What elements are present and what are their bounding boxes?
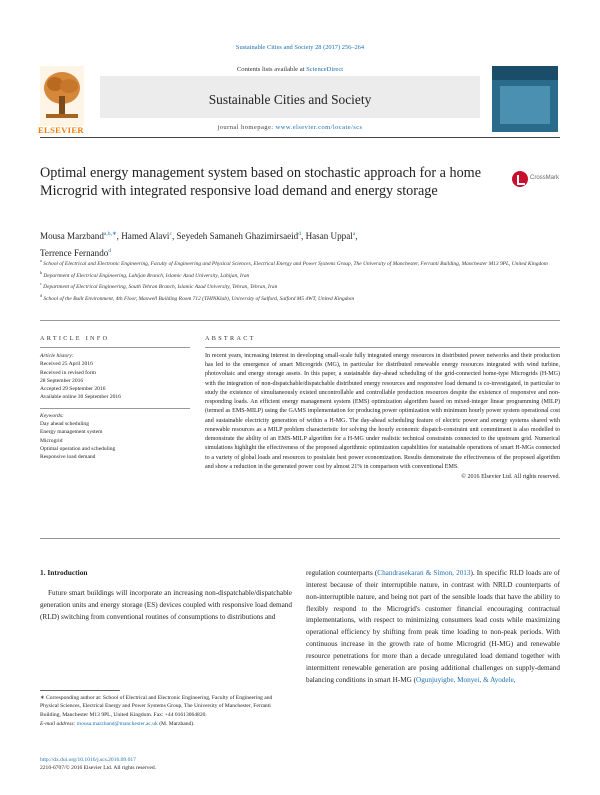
author-separator: ,: [116, 231, 122, 242]
intro-text-part: regulation counterparts (: [306, 569, 378, 577]
affiliation-marker: c: [40, 281, 42, 287]
crossmark-badge[interactable]: [512, 170, 560, 190]
publisher-wordmark: ELSEVIER: [38, 125, 84, 135]
keywords-rule: [40, 408, 190, 409]
keyword-item: Responsive load demand: [40, 454, 96, 461]
cover-header-band: [492, 66, 558, 80]
section-divider: [40, 320, 560, 321]
author-name[interactable]: Hasan Uppal: [305, 231, 353, 242]
footnote-text: ∗ Corresponding author at: School of Electrical and Electronic Engineering, Faculty of Engineering and Physical Sciences, Electrical Energy and Power Systems Group, The University of Manchester, Ferranti Building, Manchester M13 9PL, United Kingdom. Fax: +44 01613064820.: [40, 695, 273, 718]
abstract-heading: ABSTRACT: [205, 335, 256, 342]
author-list: [40, 227, 560, 260]
contents-prefix: Contents lists available at: [236, 66, 307, 73]
history-item: Received in revised form: [40, 369, 96, 376]
section-heading-introduction: 1. Introduction: [40, 568, 88, 577]
journal-title: Sustainable Cities and Society: [208, 92, 372, 107]
email-line: [40, 720, 292, 728]
affiliation-text: School of Electrical and Electronic Engineering, Faculty of Engineering and Physical Sciences, Electrical Energy and Power Systems Group, The University of Manchester, Ferranti Building, Manchester M13 9PL, United Kingdom: [43, 260, 548, 267]
crossmark-label: CrossMark: [530, 175, 560, 181]
journal-masthead: [40, 64, 560, 138]
keyword-item: Optimal operation and scheduling: [40, 445, 116, 452]
introduction-right-text: [306, 568, 560, 686]
author-affiliation-marker[interactable]: a,b,∗: [103, 231, 117, 237]
cover-image: [500, 86, 550, 124]
affiliation-item: [40, 280, 560, 292]
abstract-column: [205, 335, 560, 480]
article-info-column: [40, 335, 190, 462]
affiliation-item: [40, 269, 560, 281]
email-suffix: (M. Marzband).: [157, 721, 195, 728]
body-divider: [40, 538, 560, 539]
citation-link[interactable]: Ogunjuyigbe, Monyei, & Ayodele,: [416, 675, 516, 684]
article-info-rule: [40, 347, 190, 348]
keyword-item: Day ahead scheduling: [40, 421, 89, 428]
author-separator: ,: [171, 231, 177, 242]
history-label: Article history:: [40, 353, 74, 359]
affiliation-marker: d: [40, 292, 42, 298]
history-item: Accepted 29 September 2016: [40, 386, 106, 393]
crossmark-icon: [512, 171, 528, 187]
author-name[interactable]: Terrence Fernando: [40, 247, 109, 258]
abstract-rule: [205, 347, 560, 348]
doi-block: [40, 756, 292, 773]
keyword-item: Energy management system: [40, 429, 103, 436]
abstract-text: In recent years, increasing interest in developing small-scale fully integrated energy resources in distributed power networks and their production has led to the emergence of smart Microgrids (MG), in particular for distributed renewable energy resources integrated with wind turbine, photovoltaic and energy storage assets. In this paper, a sustainable day-ahead scheduling of the grid-connected home-type Microgrids (H-MG) with the integration of non-dispatchable/dispatchable distributed energy resources and responsive load demand is co-investigated, in particular to study the existence of simultaneously existed uncontrollable and controllable production resources despite the existence of responsive and non-responding loads. An efficient energy management system (EMS) optimization algorithm based on mixed-integer linear programming (MILP) (termed as EMS-MILP) using the GAMS implementation for producing power optimization with minimum hourly power system operational cost and sustainable electricity generation of within a H-MG. The day-ahead scheduling feature of electric power and energy systems shared with renewable resources as a MILP problem characteristic for solving the hourly economic dispatch-constraint unit commitment is also modelled to demonstrate the ability of an EMS-MILP algorithm for a H-MG under realistic technical constraints connected to the upstream grid. Numerical simulations highlight the effectiveness of the proposed algorithmic optimization capabilities for sustainable operations of smart H-MGs connected to a variety of global loads and resources to postulate best power economization. Results demonstrate the effectiveness of the proposed algorithm and show a reduction in the generated power cost by almost 21% in comparison with conventional EMS.: [205, 353, 560, 470]
issn-line: 2210-6707/© 2016 Elsevier Ltd. All rights reserved.: [40, 765, 157, 772]
doi-link[interactable]: http://dx.doi.org/10.1016/j.scs.2016.09.017: [40, 757, 136, 763]
corresponding-author-footnote: [40, 694, 292, 729]
email-link[interactable]: mousa.marzband@manchester.ac.uk: [76, 721, 158, 728]
article-title: Optimal energy management system based on stochastic approach for a home Microgrid with integrated responsive load demand and energy storage: [40, 165, 481, 199]
email-label: E-mail address:: [40, 721, 77, 728]
journal-homepage: [100, 124, 480, 131]
intro-text-part: ). In specific RLD loads are of interest because of their interruptible nature, in contrast with NRLD counterparts of non-interruptible nature, and being not part of the sensible loads that have the ability to flexibly respond to the Microgrid's customer financial encouraging contractual implementations, with respect to minimizing consumers lead costs while maximizing operational efficiency by shifting from peak time loading to non-peak periods. With continuous increase in the growth rate of home Microgrid (H-MG) and renewable resource penetrations for more than a decade unregulated load demand together with intermittent renewable generation are posing additional challenges on supply-demand balancing conditions in smart H-MG (: [306, 569, 561, 684]
author-name[interactable]: Seyedeh Samaneh Ghazimirsaeid: [176, 231, 299, 242]
history-item: Available online 30 September 2016: [40, 394, 121, 401]
author-separator: ,: [301, 231, 306, 242]
author-affiliation-marker[interactable]: d: [108, 247, 112, 254]
affiliation-text: School of the Built Environment, 4th Floor, Maxwell Building Room 712 (THINKlab), University of Salford, Salford M5 4WT, United Kingdom: [43, 295, 355, 302]
affiliation-item: [40, 257, 560, 269]
affiliation-text: Department of Electrical Engineering, Lahijan Branch, Islamic Azad University, Lahijan, Iran: [43, 272, 250, 279]
elsevier-tree-logo-icon: [40, 64, 84, 128]
affiliation-marker: a: [40, 258, 42, 263]
sciencedirect-link[interactable]: ScienceDirect: [306, 66, 344, 73]
journal-reference[interactable]: Sustainable Cities and Society 28 (2017) 256–264: [235, 44, 365, 51]
author-separator: ,: [355, 231, 358, 242]
introduction-left-text: Future smart buildings will incorporate an increasing non-dispatchable/dispatchable generation units and energy storage (ES) devices coupled with responsive load demand (RLD) switching from conventional routines of consumptions to distributions and: [40, 589, 292, 621]
author-affiliation-marker[interactable]: d: [298, 231, 302, 237]
citation-link[interactable]: Chandrasekaran & Simon, 2013: [377, 569, 471, 577]
homepage-link[interactable]: www.elsevier.com/locate/scs: [275, 124, 363, 131]
footnote-rule: [40, 690, 120, 691]
contents-line: [100, 66, 480, 76]
affiliation-marker: b: [40, 269, 42, 275]
affiliation-text: Department of Electrical Engineering, South Tehran Branch, Islamic Azad University, Tehran, Tehran, Iran: [43, 283, 278, 290]
author-affiliation-marker[interactable]: c: [169, 231, 172, 237]
copyright-notice: © 2016 Elsevier Ltd. All rights reserved.: [461, 474, 560, 481]
homepage-prefix: journal homepage:: [217, 124, 276, 131]
keywords-label: Keywords:: [40, 412, 64, 419]
author-affiliation-marker[interactable]: a: [352, 231, 356, 237]
history-item: Received 25 April 2016: [40, 361, 93, 368]
keyword-item: Microgrid: [40, 437, 63, 444]
article-info-heading: ARTICLE INFO: [40, 335, 110, 342]
journal-cover-thumbnail: [492, 66, 558, 132]
affiliation-item: [40, 292, 560, 304]
author-name[interactable]: Mousa Marzband: [40, 231, 104, 242]
affiliation-list: [40, 257, 560, 303]
author-name[interactable]: Hamed Alavi: [121, 231, 170, 242]
history-item: 28 September 2016: [40, 377, 84, 384]
